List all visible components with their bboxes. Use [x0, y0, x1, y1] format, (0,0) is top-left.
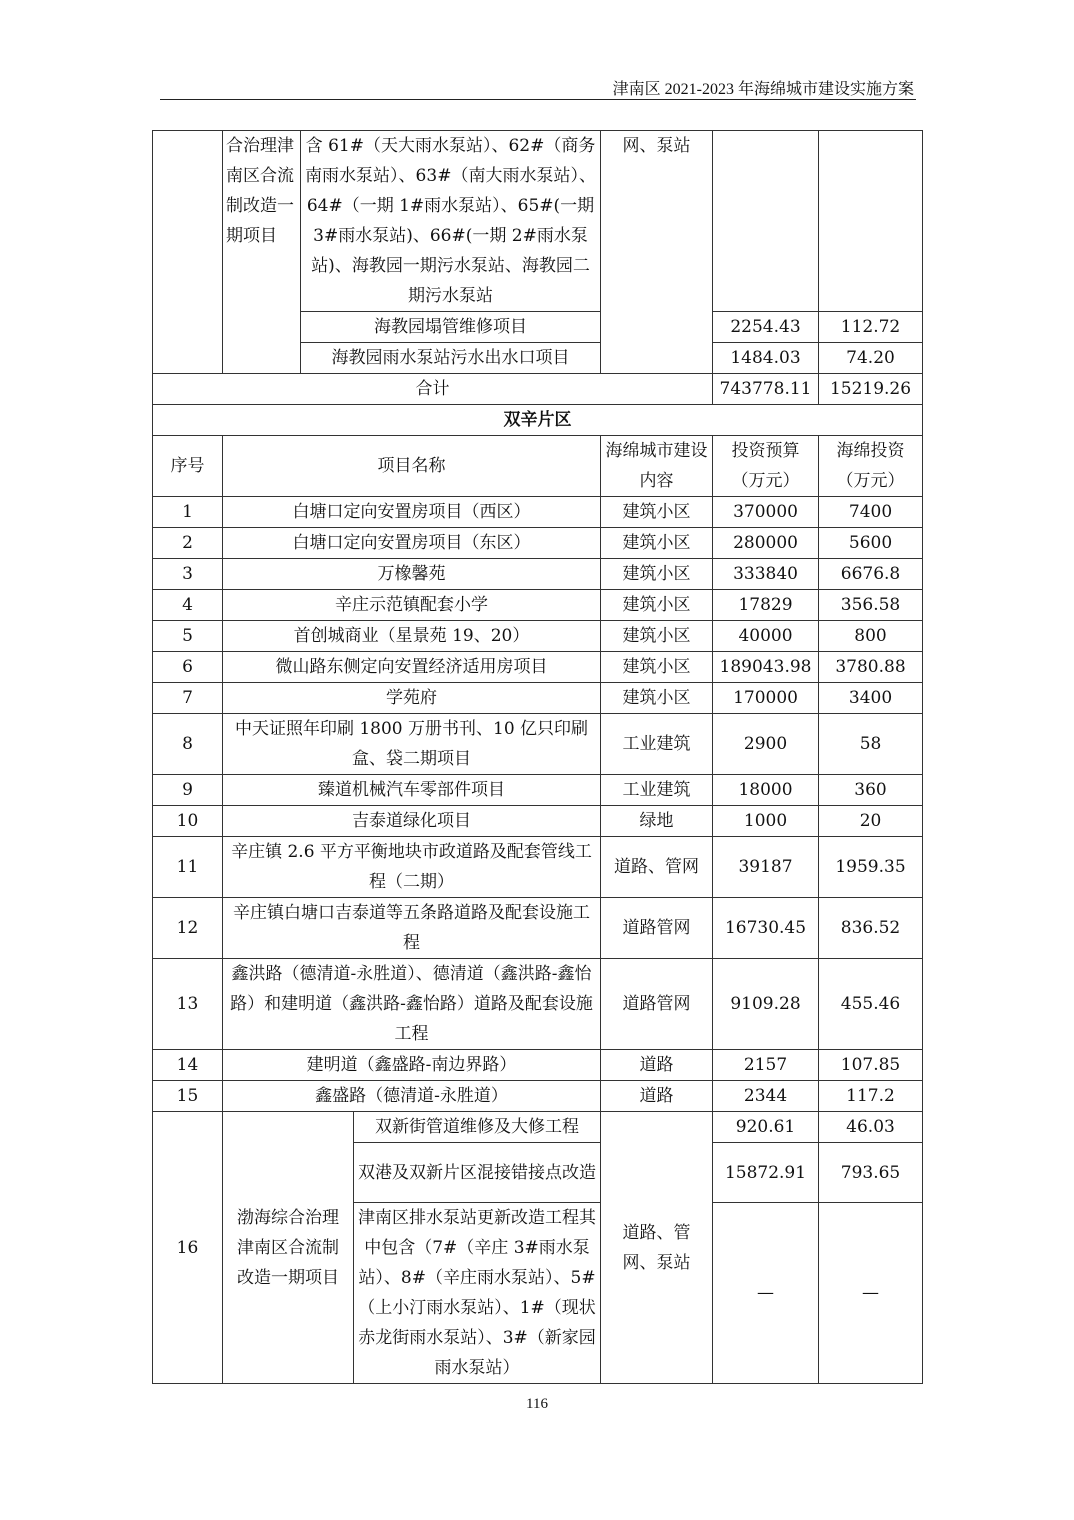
- col-header-content: 海绵城市建设内容: [601, 436, 713, 497]
- budget-cell: [713, 131, 819, 312]
- row-number: 11: [153, 837, 223, 898]
- sponge-cell: 74.20: [819, 343, 923, 374]
- content-cell: 建筑小区: [601, 652, 713, 683]
- table-row: [153, 621, 923, 652]
- project-name-cell: 辛庄镇白塘口吉泰道等五条路道路及配套设施工程: [223, 898, 601, 959]
- document-header: 津南区 2021-2023 年海绵城市建设实施方案: [612, 81, 914, 98]
- sponge-cell: 800: [819, 621, 923, 652]
- row-number: 8: [153, 714, 223, 775]
- project-table: [152, 130, 923, 1384]
- sponge-cell: 793.65: [819, 1143, 923, 1203]
- budget-cell: 280000: [713, 528, 819, 559]
- col-header-name: 项目名称: [223, 436, 601, 497]
- budget-cell: 189043.98: [713, 652, 819, 683]
- table-row: [153, 131, 923, 312]
- content-cell: 道路、管网、泵站: [601, 1112, 713, 1384]
- sponge-cell: 3400: [819, 683, 923, 714]
- row-number: 14: [153, 1050, 223, 1081]
- project-name-cell: 白塘口定向安置房项目（西区）: [223, 497, 601, 528]
- sponge-cell: 46.03: [819, 1112, 923, 1143]
- col-header-budget: 投资预算（万元）: [713, 436, 819, 497]
- row-number: 1: [153, 497, 223, 528]
- section-row: [153, 405, 923, 436]
- table-row: [153, 775, 923, 806]
- table-row: [153, 1112, 923, 1143]
- row-number: 7: [153, 683, 223, 714]
- project-name-cell: 鑫盛路（德清道-永胜道）: [223, 1081, 601, 1112]
- budget-cell: 333840: [713, 559, 819, 590]
- content-cell: 道路: [601, 1081, 713, 1112]
- content-cell: 建筑小区: [601, 528, 713, 559]
- content-cell: 工业建筑: [601, 714, 713, 775]
- content-cell: 工业建筑: [601, 775, 713, 806]
- rows-body: [153, 497, 923, 1112]
- row-number: 5: [153, 621, 223, 652]
- table-row: [153, 497, 923, 528]
- project-name-cell: 辛庄镇 2.6 平方平衡地块市政道路及配套管线工程（二期）: [223, 837, 601, 898]
- group-name-cell: 合治理津南区合流制改造一期项目: [223, 131, 301, 374]
- row-number: 12: [153, 898, 223, 959]
- sponge-cell: 455.46: [819, 959, 923, 1050]
- row-number: 9: [153, 775, 223, 806]
- content-cell: 网、泵站: [601, 131, 713, 374]
- budget-cell: 170000: [713, 683, 819, 714]
- project-name-cell: 津南区排水泵站更新改造工程其中包含（7#（辛庄 3#雨水泵站）、8#（辛庄雨水泵站）、5#（上小汀雨水泵站）、1#（现状赤龙街雨水泵站）、3#（新家园雨水泵站）: [354, 1203, 601, 1384]
- project-desc-cell: 含 61#（天大雨水泵站）、62#（商务南雨水泵站）、63#（南大雨水泵站）、64#（一期 1#雨水泵站）、65#(一期 3#雨水泵站)、66#(一期 2#雨水泵站)、海教园一期污水泵站、海教园二期污水泵站: [301, 131, 601, 312]
- table-row: [153, 683, 923, 714]
- budget-cell: 370000: [713, 497, 819, 528]
- budget-cell: 16730.45: [713, 898, 819, 959]
- project-name-cell: 学苑府: [223, 683, 601, 714]
- budget-cell: 2157: [713, 1050, 819, 1081]
- table-row: [153, 559, 923, 590]
- content-cell: 道路管网: [601, 898, 713, 959]
- content-cell: 建筑小区: [601, 621, 713, 652]
- content-cell: 建筑小区: [601, 683, 713, 714]
- project-name-cell: 臻道机械汽车零部件项目: [223, 775, 601, 806]
- table-row: [153, 714, 923, 775]
- content-cell: 建筑小区: [601, 497, 713, 528]
- sponge-cell: [819, 131, 923, 312]
- project-name-cell: 万橡馨苑: [223, 559, 601, 590]
- total-budget: 743778.11: [713, 374, 819, 405]
- budget-cell: 2254.43: [713, 312, 819, 343]
- sponge-cell: 5600: [819, 528, 923, 559]
- budget-cell: 15872.91: [713, 1143, 819, 1203]
- sponge-cell: 1959.35: [819, 837, 923, 898]
- content-cell: 绿地: [601, 806, 713, 837]
- table-row: [153, 652, 923, 683]
- project-name-cell: 微山路东侧定向安置经济适用房项目: [223, 652, 601, 683]
- total-sponge: 15219.26: [819, 374, 923, 405]
- sponge-cell: —: [819, 1203, 923, 1384]
- content-cell: 建筑小区: [601, 590, 713, 621]
- project-name-cell: 鑫洪路（德清道-永胜道）、德清道（鑫洪路-鑫怡路）和建明道（鑫洪路-鑫怡路）道路及配套设施工程: [223, 959, 601, 1050]
- col-header-sponge: 海绵投资（万元）: [819, 436, 923, 497]
- empty-cell: [153, 131, 223, 374]
- budget-cell: 1484.03: [713, 343, 819, 374]
- sponge-cell: 360: [819, 775, 923, 806]
- sponge-cell: 117.2: [819, 1081, 923, 1112]
- table-row: [153, 1050, 923, 1081]
- row-number: 3: [153, 559, 223, 590]
- content-cell: 道路管网: [601, 959, 713, 1050]
- row-number: 6: [153, 652, 223, 683]
- sponge-cell: 112.72: [819, 312, 923, 343]
- col-header-no: 序号: [153, 436, 223, 497]
- row-number: 15: [153, 1081, 223, 1112]
- budget-cell: —: [713, 1203, 819, 1384]
- total-label: 合计: [153, 374, 713, 405]
- sponge-cell: 836.52: [819, 898, 923, 959]
- sponge-cell: 356.58: [819, 590, 923, 621]
- row-number: 2: [153, 528, 223, 559]
- group-name-cell: 渤海综合治理津南区合流制改造一期项目: [223, 1112, 354, 1384]
- sponge-cell: 6676.8: [819, 559, 923, 590]
- content-cell: 道路、管网: [601, 837, 713, 898]
- budget-cell: 9109.28: [713, 959, 819, 1050]
- table-row: [153, 837, 923, 898]
- budget-cell: 2344: [713, 1081, 819, 1112]
- sponge-cell: 58: [819, 714, 923, 775]
- content-cell: 道路: [601, 1050, 713, 1081]
- project-name-cell: 吉泰道绿化项目: [223, 806, 601, 837]
- table-row: [153, 806, 923, 837]
- sponge-cell: 20: [819, 806, 923, 837]
- section-title: 双辛片区: [153, 405, 923, 436]
- project-name-cell: 辛庄示范镇配套小学: [223, 590, 601, 621]
- row-number: 4: [153, 590, 223, 621]
- row-number: 10: [153, 806, 223, 837]
- row-number: 16: [153, 1112, 223, 1384]
- budget-cell: 40000: [713, 621, 819, 652]
- sponge-cell: 3780.88: [819, 652, 923, 683]
- row16-body: [153, 1112, 923, 1384]
- header-row: [153, 436, 923, 497]
- project-name-cell: 中天证照年印刷 1800 万册书刊、10 亿只印刷盒、袋二期项目: [223, 714, 601, 775]
- project-name-cell: 双港及双新片区混接错接点改造: [354, 1143, 601, 1203]
- table-row: [153, 1081, 923, 1112]
- budget-cell: 920.61: [713, 1112, 819, 1143]
- project-name-cell: 首创城商业（星景苑 19、20）: [223, 621, 601, 652]
- header-rule: [160, 99, 916, 100]
- table-row: [153, 959, 923, 1050]
- page-number: 116: [526, 1396, 548, 1412]
- table-row: [153, 528, 923, 559]
- budget-cell: 18000: [713, 775, 819, 806]
- project-name-cell: 双新街管道维修及大修工程: [354, 1112, 601, 1143]
- sponge-cell: 7400: [819, 497, 923, 528]
- total-row: [153, 374, 923, 405]
- table-row: [153, 898, 923, 959]
- budget-cell: 2900: [713, 714, 819, 775]
- project-name-cell: 建明道（鑫盛路-南边界路）: [223, 1050, 601, 1081]
- project-name-cell: 海教园塌管维修项目: [301, 312, 601, 343]
- content-cell: 建筑小区: [601, 559, 713, 590]
- project-name-cell: 白塘口定向安置房项目（东区）: [223, 528, 601, 559]
- budget-cell: 1000: [713, 806, 819, 837]
- row-number: 13: [153, 959, 223, 1050]
- budget-cell: 39187: [713, 837, 819, 898]
- table-row: [153, 590, 923, 621]
- sponge-cell: 107.85: [819, 1050, 923, 1081]
- project-name-cell: 海教园雨水泵站污水出水口项目: [301, 343, 601, 374]
- budget-cell: 17829: [713, 590, 819, 621]
